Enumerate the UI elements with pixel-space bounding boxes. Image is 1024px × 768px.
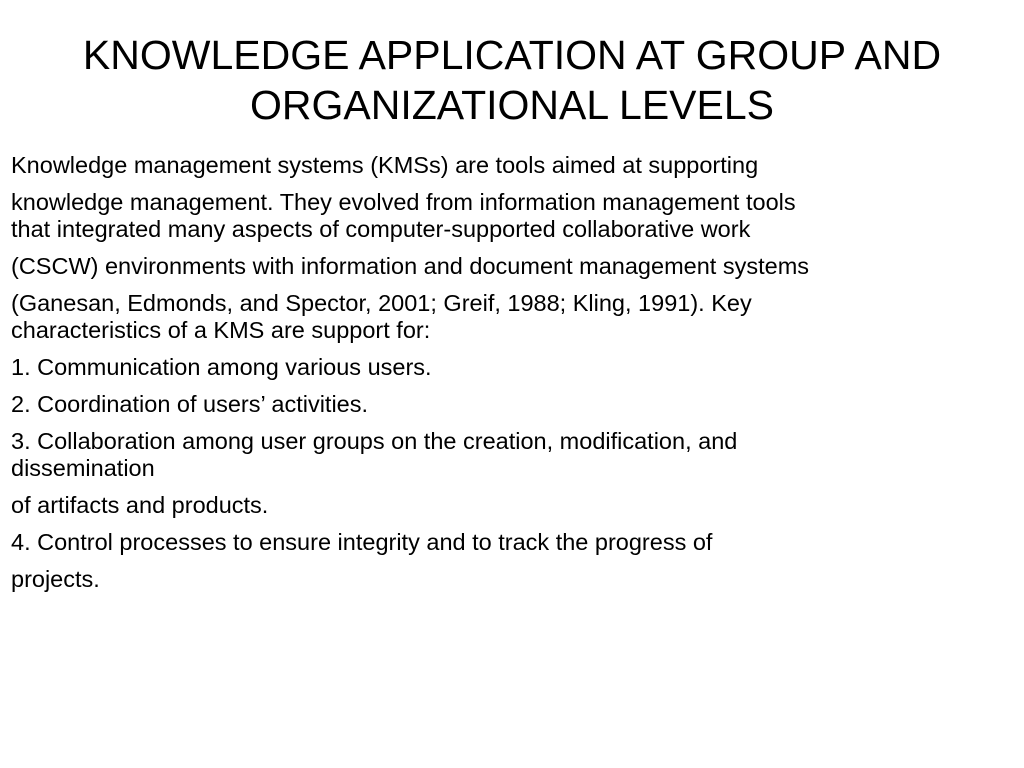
- text-line: 3. Collaboration among user groups on the creation, modification, and: [11, 428, 738, 454]
- text-line: knowledge management. They evolved from information management tools: [11, 189, 796, 215]
- text-line: Knowledge management systems (KMSs) are tools aimed at supporting: [11, 152, 759, 178]
- text-line: 4. Control processes to ensure integrity and to track the progress of: [11, 529, 713, 555]
- list-item-1: [11, 354, 1011, 381]
- paragraph-3: [11, 253, 1011, 280]
- list-item-4: [11, 529, 1011, 556]
- text-line: characteristics of a KMS are support for:: [11, 317, 431, 343]
- paragraph-1: [11, 152, 1011, 179]
- text-line: of artifacts and products.: [11, 492, 269, 518]
- slide-title: KNOWLEDGE APPLICATION AT GROUP AND ORGANIZATIONAL LEVELS: [82, 32, 942, 128]
- list-item-3: [11, 428, 1011, 482]
- list-item-3-continued: [11, 492, 1011, 519]
- list-item-2: [11, 391, 1011, 418]
- slide-body: [11, 152, 1011, 603]
- paragraph-4: [11, 290, 1011, 344]
- paragraph-2: [11, 189, 1011, 243]
- text-line: (CSCW) environments with information and document management systems: [11, 253, 810, 279]
- text-line: projects.: [11, 566, 100, 592]
- text-line: that integrated many aspects of computer-supported collaborative work: [11, 216, 751, 242]
- list-item-4-continued: [11, 566, 1011, 593]
- text-line: 1. Communication among various users.: [11, 354, 432, 380]
- text-line: 2. Coordination of users’ activities.: [11, 391, 369, 417]
- text-line: (Ganesan, Edmonds, and Spector, 2001; Greif, 1988; Kling, 1991). Key: [11, 290, 752, 316]
- text-line: dissemination: [11, 455, 155, 481]
